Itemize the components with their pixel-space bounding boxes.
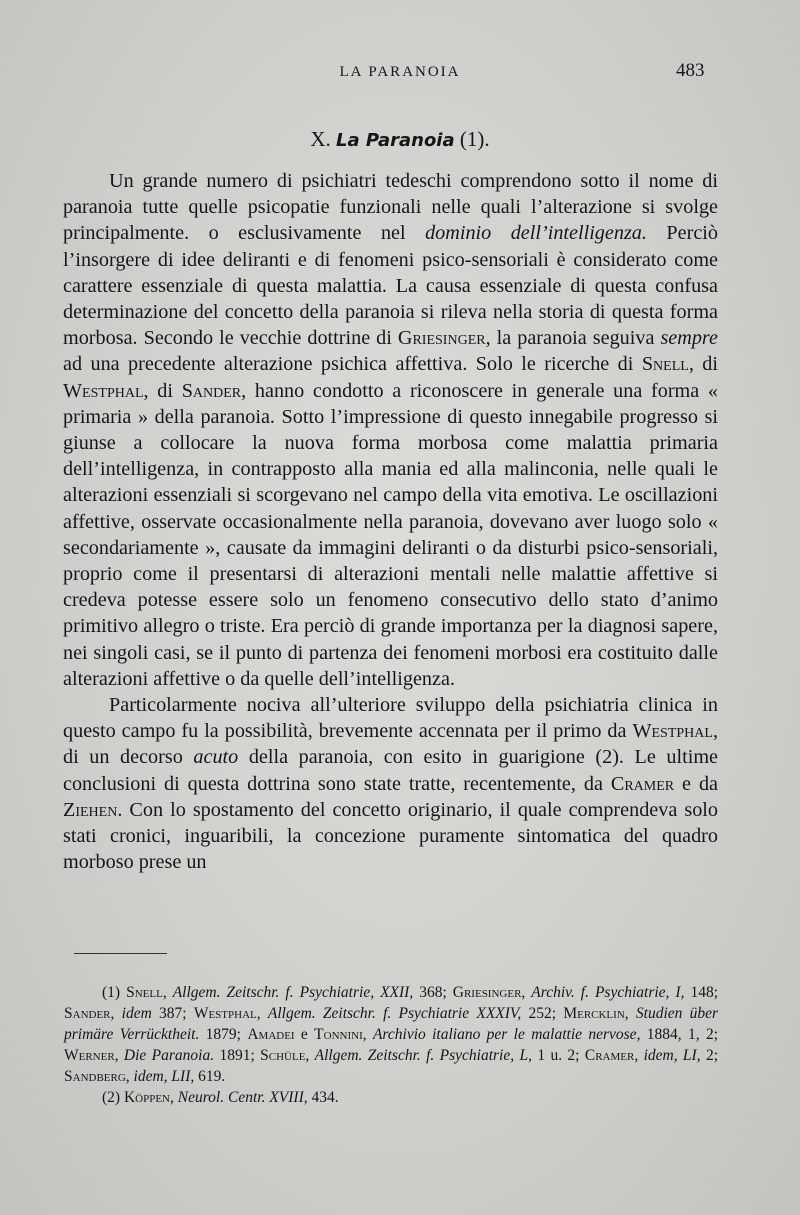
citation-title: Archiv. f. Psychiatrie, I, (531, 984, 685, 1001)
text-run: , (634, 1047, 644, 1064)
citation-title: idem, LII, (133, 1068, 195, 1085)
citation-title: Neurol. Centr. XVIII, (177, 1089, 308, 1106)
author-name: Sander (64, 1005, 111, 1022)
author-name: Sandberg (64, 1068, 126, 1085)
citation-title: Allgem. Zeitschr. f. Psychiatrie, XXII, (172, 984, 414, 1001)
text-run: e (294, 1026, 315, 1043)
author-name: Amadei (247, 1026, 295, 1043)
text-run: 368; (413, 984, 453, 1001)
author-name: Westphal (632, 720, 713, 743)
author-name: Werner (64, 1047, 115, 1064)
author-name: Snell (641, 353, 689, 376)
text-run: (1) (102, 984, 127, 1001)
text-run: 2; (700, 1047, 719, 1064)
text-run: , (305, 1047, 315, 1064)
text-run: , (521, 984, 532, 1001)
footnotes (64, 982, 718, 1108)
text-run: , (114, 1047, 124, 1064)
text-run: Perciò l’insorgere di idee deliranti e di fenomeni psico-sensoriali è considerato come carattere essenziale di questa malattia. La causa essenziale di questa confusa determinazione del concetto della paranoia si rileva nella storia di questa forma morbosa. Secondo le vecchie dottrine di (63, 222, 718, 350)
author-name: Snell (126, 984, 163, 1001)
text-run: della paranoia, con esito in guarigione (2). Le ultime conclusioni di questa dottrina sono state tratte, recentemente, da (63, 746, 718, 795)
author-name: Köppen (123, 1089, 170, 1106)
text-run: , 1884, 1, 2; (636, 1026, 719, 1043)
author-name: Sander (181, 379, 242, 402)
author-name: Schüle (260, 1047, 306, 1064)
text-run: 252; (521, 1005, 564, 1022)
text-run: 387; (151, 1005, 194, 1022)
text-run: 434. (307, 1089, 339, 1106)
text-run: , (170, 1089, 178, 1106)
chapter-heading (0, 127, 800, 152)
text-run: Particolarmente nociva all’ulteriore sviluppo della psichiatria clinica in questo campo fu la possibilità, brevemente accennata per il primo da (63, 694, 718, 743)
citation-title: Allgem. Zeitschr. f. Psychiatrie, L, (314, 1047, 532, 1064)
chapter-title: La Paranoia (336, 130, 455, 151)
author-name: Griesinger (452, 984, 522, 1001)
text-run: 1879; (199, 1026, 248, 1043)
text-italic: dominio dell’intelligenza. (425, 222, 647, 245)
text-run: ad una precedente alterazione psichica affettiva. Solo le ricerche di (63, 353, 642, 376)
text-run: , di (143, 379, 182, 402)
text-run: 148; (684, 984, 719, 1001)
text-run: , (362, 1026, 373, 1043)
footnote-divider (74, 953, 167, 954)
text-italic: sempre (660, 327, 718, 350)
chapter-note-ref: (1). (459, 127, 490, 151)
text-run: , (162, 984, 173, 1001)
paragraph-1 (63, 168, 718, 692)
text-run: . Con lo spostamento del concetto originario, il quale comprendeva solo stati cronici, inguaribili, la concezione puramente sintomatica del quadro morboso prese un (63, 798, 718, 874)
chapter-number: X. (310, 127, 331, 151)
author-name: Ziehen (63, 798, 118, 821)
citation-title: idem (121, 1005, 152, 1022)
citation-title: Studien über primäre Verrücktheit. (64, 1005, 719, 1043)
text-run: e da (674, 772, 718, 795)
text-run: , di (688, 353, 718, 376)
page-number: 483 (676, 60, 705, 81)
author-name: Cramer (610, 772, 675, 795)
text-run: , di un decorso (63, 720, 718, 769)
running-head-title: LA PARANOIA (339, 64, 461, 80)
citation-title: idem, LI, (643, 1047, 701, 1064)
text-run: , (110, 1005, 122, 1022)
author-name: Westphal (193, 1005, 257, 1022)
body-text (63, 168, 718, 875)
citation-title: Die Paranoia. (123, 1047, 215, 1064)
paragraph-2 (63, 692, 718, 875)
citation-title: Allgem. Zeitschr. f. Psychiatrie XXXIV, (267, 1005, 522, 1022)
text-run: , hanno condotto a riconoscere in generale una forma « primaria » della paranoia. Sotto l’impressione di questo innegabile progresso si giunse a collocare la nuova forma morbosa come malattia primaria dell’intelligenza, in contrapposto alla mania ed alla malinconia, nelle quali le alterazioni essenziali si scorgevano nel campo della vita emotiva. Le oscillazioni affettive, osservate occasionalmente nella paranoia, dovevano aver luogo solo « secondariamente », causate da immagini deliranti o da disturbi psico-sensoriali, proprio come il presentarsi di alterazioni mentali nelle malattie affettive si credeva potesse essere solo un fenomeno consecutivo dello stato d’animo primitivo allegro o triste. Era perciò di grande importanza per la diagnosi sapere, nei singoli casi, se il punto di partenza dei fenomeni morbosi era costituito dalle alterazioni affettive o da quelle dell’intelligenza. (63, 379, 719, 690)
author-name: Griesinger (397, 327, 486, 350)
author-name: Cramer (584, 1047, 635, 1064)
author-name: Westphal (63, 379, 144, 402)
text-run: , (125, 1068, 134, 1085)
citation-title: Archivio italiano per le malattie nervose (372, 1026, 637, 1043)
text-run: 619. (194, 1068, 226, 1085)
footnote-2 (64, 1087, 718, 1108)
text-run: Un grande numero di psichiatri tedeschi comprendono sotto il nome di paranoia tutte quelle psicopatie funzionali nelle quali l’alterazione si svolge principalmente. o esclusivamente nel (63, 170, 718, 245)
text-italic: acuto (193, 746, 239, 769)
text-run: , (624, 1005, 636, 1022)
text-run: , (256, 1005, 268, 1022)
text-run: 1891; (214, 1047, 261, 1064)
text-run: (2) (102, 1089, 124, 1106)
text-run: , la paranoia seguiva (485, 327, 661, 350)
text-run: 1 u. 2; (531, 1047, 585, 1064)
author-name: Tonnini (314, 1026, 363, 1043)
author-name: Mercklin (563, 1005, 625, 1022)
footnote-1 (64, 982, 718, 1087)
